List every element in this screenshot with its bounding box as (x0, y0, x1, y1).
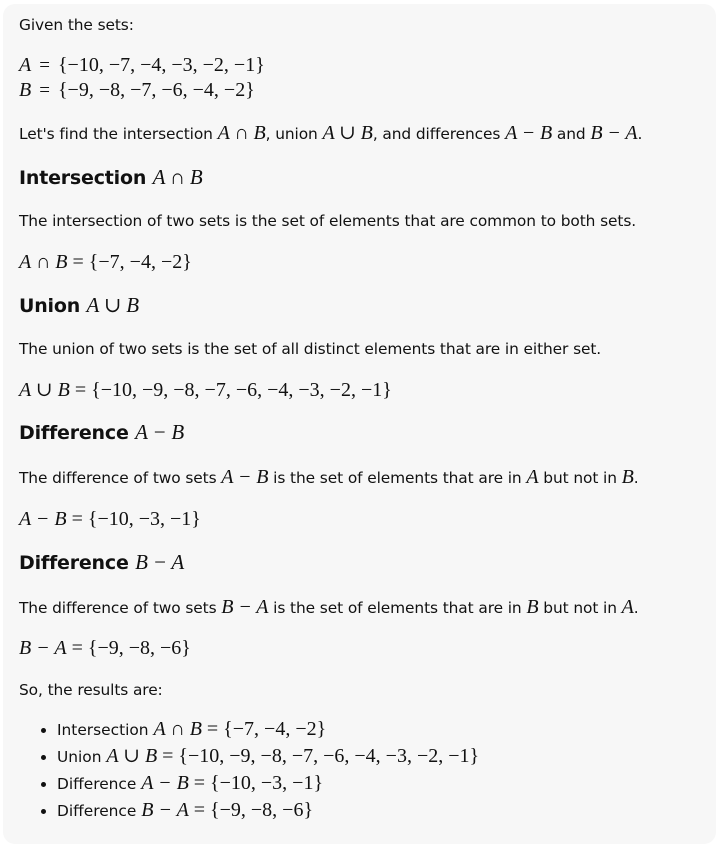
heading-text: Intersection (19, 167, 147, 189)
task-text: Let's find the intersection (19, 125, 218, 143)
difference-a-b-result (19, 507, 708, 531)
desc-math: B − A (221, 596, 269, 618)
desc-text: The difference of two sets (19, 469, 222, 487)
summary-item-union (57, 743, 708, 770)
desc-text: The difference of two sets (19, 599, 222, 617)
result-rhs: = {−10, −9, −8, −7, −6, −4, −3, −2, −1} (74, 379, 392, 401)
item-label: Intersection (57, 721, 154, 739)
math-union: A ∪ B (322, 122, 373, 144)
item-label: Difference (57, 775, 142, 793)
item-lhs: A − B (141, 772, 189, 794)
heading-text: Union (19, 295, 81, 317)
heading-text: Difference (19, 422, 129, 444)
heading-math: A ∩ B (152, 165, 203, 189)
result-rhs: = {−9, −8, −6} (71, 637, 191, 659)
difference-b-a-description (19, 596, 708, 619)
heading-math: A ∪ B (86, 293, 139, 317)
item-rhs: = {−7, −4, −2} (206, 718, 327, 740)
section-heading-difference-b-a (19, 549, 708, 576)
task-text: . (637, 125, 643, 143)
desc-text: is the set of elements that are in (268, 599, 527, 617)
task-text: and (552, 125, 591, 143)
item-rhs: = {−9, −8, −6} (193, 799, 314, 821)
set-b-value: {−9, −8, −7, −6, −4, −2} (57, 79, 255, 101)
math-a-minus-b: A − B (505, 122, 553, 144)
desc-math: B (621, 466, 634, 488)
result-lhs: A ∪ B (19, 379, 70, 401)
result-lhs: A − B (19, 508, 67, 530)
math-intersection: A ∩ B (217, 122, 266, 144)
difference-a-b-description (19, 466, 708, 489)
result-rhs: = {−7, −4, −2} (72, 251, 192, 273)
item-label: Difference (57, 802, 142, 820)
section-heading-union (19, 292, 708, 319)
task-statement (19, 122, 708, 145)
given-label: Given the sets: (19, 16, 134, 34)
desc-math: A (621, 596, 634, 618)
set-a-definition (19, 53, 708, 78)
math-b-minus-a: B − A (590, 122, 638, 144)
result-lhs: A ∩ B (19, 251, 68, 273)
desc-text: but not in (538, 469, 622, 487)
section-heading-difference-a-b (19, 419, 708, 446)
summary-list (19, 716, 708, 824)
result-lhs: B − A (19, 637, 67, 659)
heading-math: B − A (135, 550, 185, 574)
union-description: The union of two sets is the set of all distinct elements that are in either set. (19, 340, 602, 358)
desc-math: A (526, 466, 539, 488)
item-rhs: = {−10, −3, −1} (193, 772, 324, 794)
desc-math: A − B (221, 466, 269, 488)
set-b-definition (19, 78, 708, 103)
result-rhs: = {−10, −3, −1} (71, 508, 201, 530)
chat-message-card (3, 4, 716, 844)
section-heading-intersection (19, 164, 708, 191)
item-rhs: = {−10, −9, −8, −7, −6, −4, −3, −2, −1} (162, 745, 480, 767)
union-result (19, 378, 708, 402)
item-lhs: B − A (141, 799, 189, 821)
desc-text: but not in (538, 599, 622, 617)
set-a-value: {−10, −7, −4, −3, −2, −1} (57, 54, 265, 76)
summary-item-difference-b-a (57, 797, 708, 824)
equals-sign: = (39, 80, 50, 101)
item-lhs: A ∩ B (153, 718, 202, 740)
task-text: , and differences (372, 125, 506, 143)
item-label: Union (57, 748, 107, 766)
intersection-result (19, 250, 708, 274)
difference-b-a-result (19, 636, 708, 660)
desc-text: . (633, 599, 639, 617)
summary-item-intersection (57, 716, 708, 743)
heading-math: A − B (135, 420, 185, 444)
task-text: , union (265, 125, 323, 143)
set-a-name: A (19, 54, 32, 76)
desc-math: B (526, 596, 539, 618)
set-b-name: B (19, 79, 32, 101)
summary-item-difference-a-b (57, 770, 708, 797)
heading-text: Difference (19, 552, 129, 574)
desc-text: . (633, 469, 639, 487)
set-definitions (19, 53, 708, 103)
item-lhs: A ∪ B (106, 745, 158, 767)
equals-sign: = (39, 55, 50, 76)
summary-label: So, the results are: (19, 681, 163, 699)
desc-text: is the set of elements that are in (268, 469, 527, 487)
intersection-description: The intersection of two sets is the set of elements that are common to both sets. (19, 212, 637, 230)
